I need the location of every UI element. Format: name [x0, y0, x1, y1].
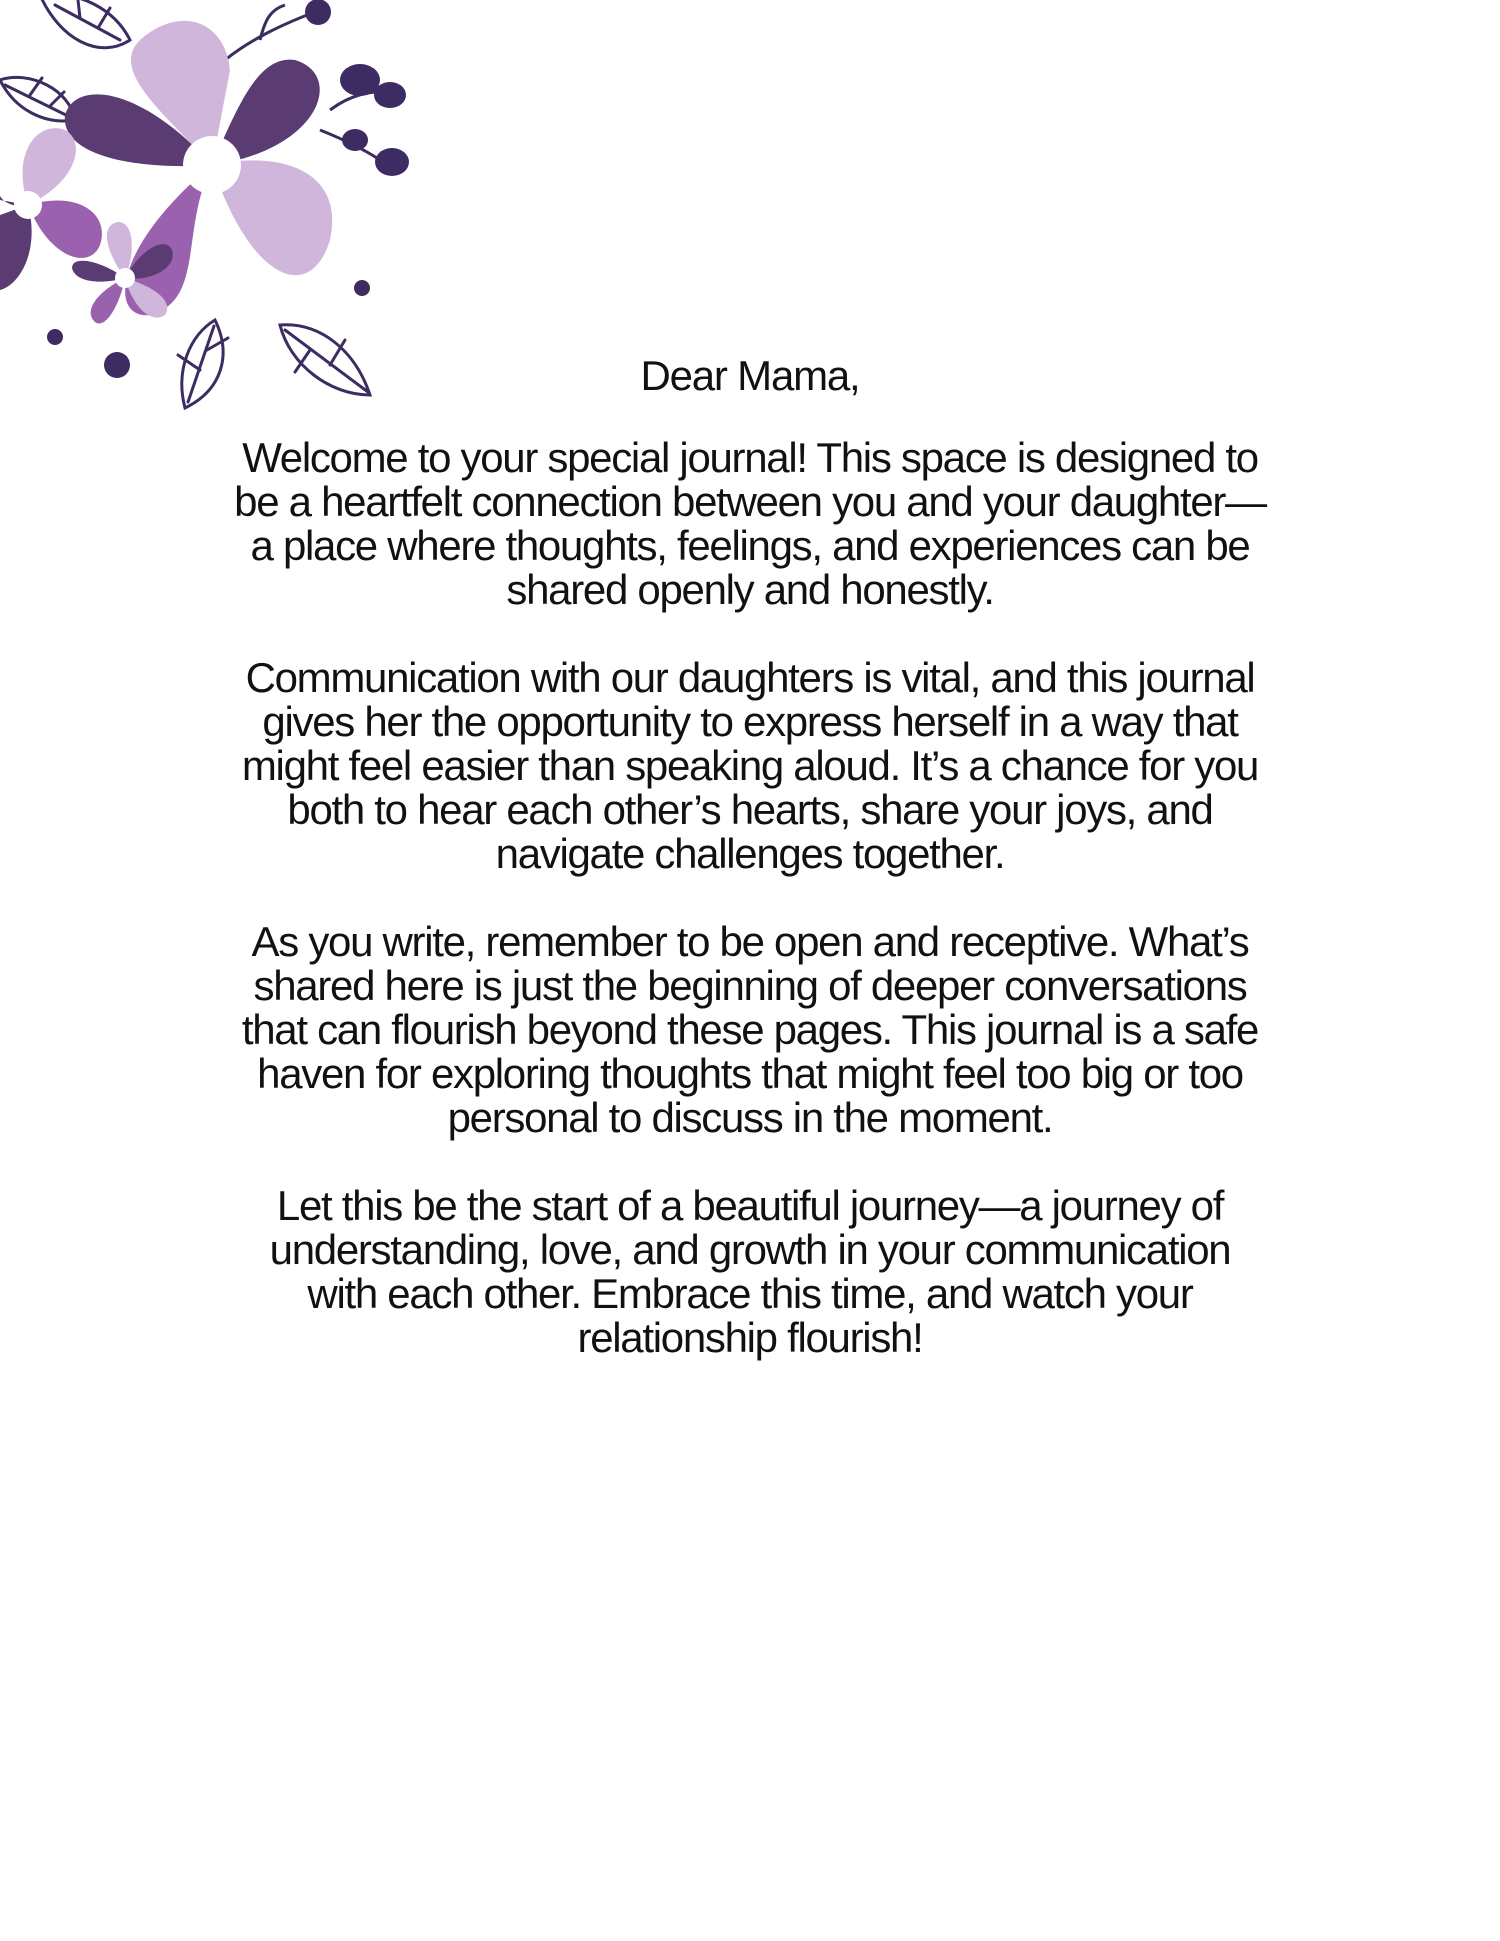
- letter-greeting: Dear Mama,: [640, 352, 860, 399]
- letter-paragraph: Communication with our daughters is vital, and this journal gives her the opportunity to express herself in a way that might feel easier than speaking aloud. It’s a chance for you both to hear each other’s hearts, share your joys, and navigate challenges together.: [241, 654, 1259, 877]
- letter-paragraph: Welcome to your special journal! This space is designed to be a heartfelt connection between you and your daughter—a place where thoughts, feelings, and experiences can be shared openly and honestly.: [234, 434, 1266, 613]
- flower-center-icon: [183, 136, 241, 194]
- letter-body: [230, 352, 1270, 1404]
- letter-paragraph: Let this be the start of a beautiful journey—a journey of understanding, love, and growth in your communication with each other. Embrace this time, and watch your relationship flourish!: [269, 1182, 1231, 1361]
- letter-paragraph: As you write, remember to be open and receptive. What’s shared here is just the beginning of deeper conversations that can flourish beyond these pages. This journal is a safe haven for exploring thoughts that might feel too big or too personal to discuss in the moment.: [241, 918, 1259, 1141]
